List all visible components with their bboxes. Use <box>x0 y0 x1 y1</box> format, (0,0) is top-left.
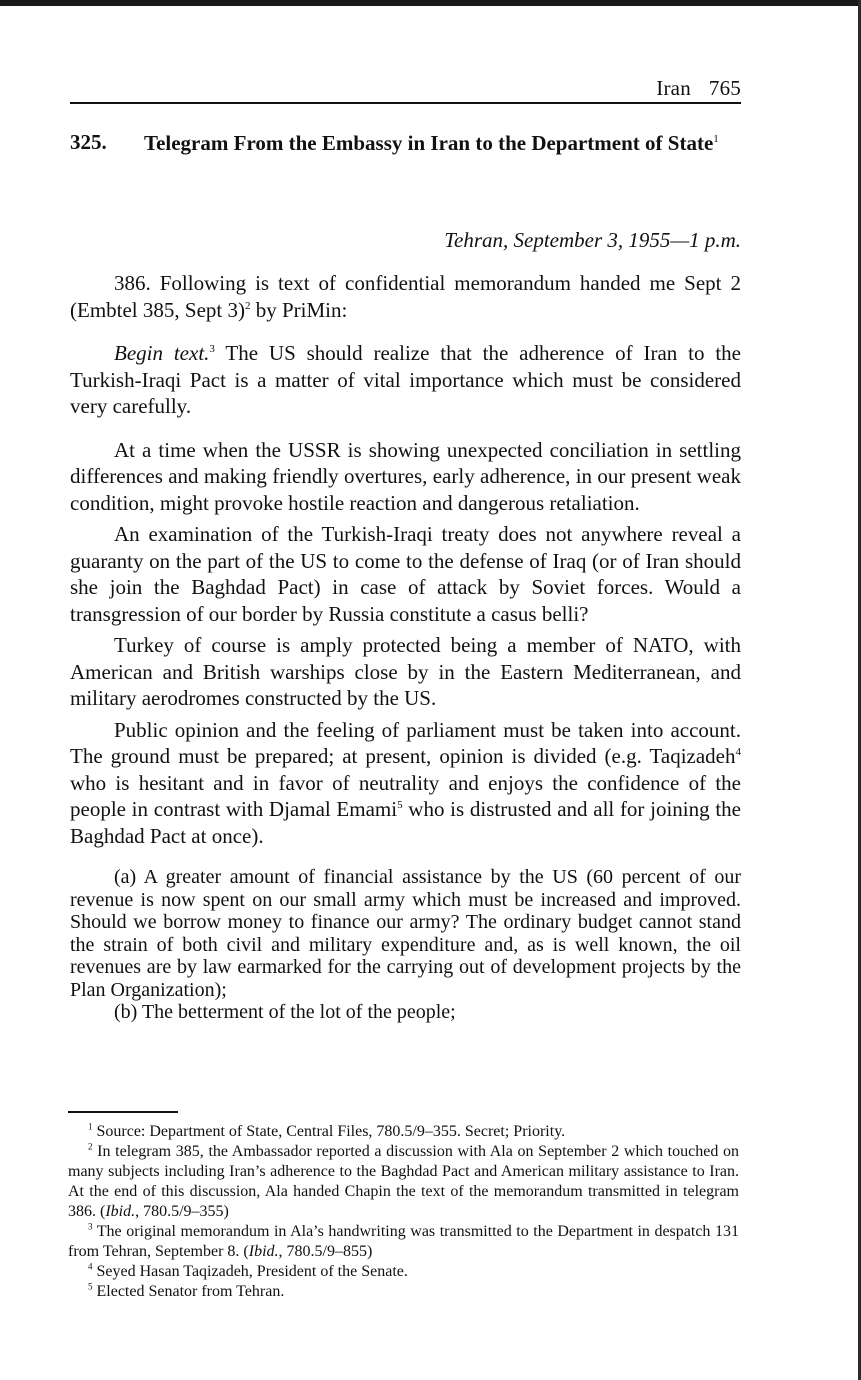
footnote-ref-3: 3 <box>209 343 215 355</box>
footnote-3 <box>68 1222 739 1262</box>
footnote-5 <box>68 1282 739 1302</box>
begin-text-marker: Begin text. <box>114 341 210 365</box>
footnote-3-number: 3 <box>88 1221 93 1232</box>
paragraph-2-text: The US should realize that the adherence of Iran to the Turkish-Iraqi Pact is a matter of vital importance which must be considered very carefully. <box>70 341 741 418</box>
paragraph-3: At a time when the USSR is showing unexpected conciliation in settling differences and making friendly overtures, early adherence, in our present weak condition, might provoke hostile reaction and dangerous retaliation. <box>70 437 741 515</box>
footnote-1 <box>68 1122 739 1142</box>
paragraph-6-text-c: who is distrusted and all for joining the Baghdad Pact at once). <box>70 797 741 848</box>
footnote-4-number: 4 <box>88 1261 93 1272</box>
paragraph-1-text-a: 386. Following is text of confidential memorandum handed me Sept 2 (Embtel 385, Sept 3) <box>70 271 741 322</box>
paragraph-8: (b) The betterment of the lot of the people; <box>114 1001 456 1023</box>
footnotes <box>68 1122 739 1302</box>
paragraph-1-text-b: by PriMin: <box>250 297 348 322</box>
running-header <box>70 76 741 104</box>
footnote-4 <box>68 1262 739 1282</box>
page-number: 765 <box>708 76 741 100</box>
footnote-2-number: 2 <box>88 1141 93 1152</box>
footnote-ref-5: 5 <box>397 799 403 811</box>
footnote-3-text-b: , 780.5/9–855) <box>278 1243 373 1260</box>
paragraph-6-text-a: Public opinion and the feeling of parliament must be taken into account. The ground must be prepared; at present, opinion is divided (e.g. Taqizadeh <box>70 717 741 768</box>
footnote-3-text-a: The original memorandum in Ala’s handwriting was transmitted to the Department in despatch 131 from Tehran, September 8. ( <box>68 1223 739 1260</box>
page-top-edge <box>0 0 861 6</box>
document-title <box>144 130 734 157</box>
running-title: Iran <box>656 76 691 100</box>
footnote-5-number: 5 <box>88 1281 93 1292</box>
footnote-4-text: Seyed Hasan Taqizadeh, President of the Senate. <box>92 1263 408 1280</box>
footnote-2-text-b: , 780.5/9–355) <box>135 1203 229 1220</box>
paragraph-6-text-b: who is hesitant and in favor of neutrality and enjoys the confidence of the people in contrast with Djamal Emami <box>70 770 741 821</box>
paragraph-5: Turkey of course is amply protected being a member of NATO, with American and British warships close by in the Eastern Mediterranean, and military aerodromes constructed by the US. <box>70 633 741 710</box>
paragraph-6 <box>70 717 741 850</box>
paragraph-7: (a) A greater amount of financial assistance by the US (60 percent of our revenue is now spent on our small army which must be increased and improved. Should we borrow money to finance our army? The ordinary budget cannot stand the strain of both civil and military expenditure and, as is well known, the oil revenues are by law earmarked for the carrying out of development projects by the Plan Organization); <box>70 866 741 1001</box>
header-rule <box>70 102 741 104</box>
footnote-2 <box>68 1142 739 1222</box>
footnote-5-text: Elected Senator from Tehran. <box>92 1283 285 1300</box>
footnote-ref-2: 2 <box>244 299 251 312</box>
dateline: Tehran, September 3, 1955—1 p.m. <box>444 228 741 252</box>
footnote-3-ibid: Ibid. <box>248 1243 279 1260</box>
paragraph-1 <box>70 270 741 323</box>
footnote-1-text: Source: Department of State, Central Files, 780.5/9–355. Secret; Priority. <box>92 1123 566 1140</box>
footnote-1-number: 1 <box>88 1121 93 1132</box>
footnote-2-text-a: In telegram 385, the Ambassador reported a discussion with Ala on September 2 which touched on many subjects including Iran’s adherence to the Baghdad Pact and American military assistance to Iran. At the end of this discussion, Ala handed Chapin the text of the memorandum transmitted in telegram 386. ( <box>68 1143 739 1220</box>
running-header-text <box>656 76 741 101</box>
footnote-ref-1: 1 <box>713 133 719 145</box>
footnote-2-ibid: Ibid. <box>105 1203 136 1220</box>
document-body <box>70 270 741 1024</box>
document-number: 325. <box>70 130 107 154</box>
footnote-rule <box>68 1111 178 1113</box>
document-title-text: Telegram From the Embassy in Iran to the Department of State <box>144 131 714 155</box>
paragraph-4: An examination of the Turkish-Iraqi treaty does not anywhere reveal a guaranty on the part of the US to come to the defense of Iraq (or of Iran should she join the Baghdad Pact) in case of attack by Soviet forces. Would a transgression of our border by Russia constitute a casus belli? <box>70 522 741 626</box>
paragraph-2 <box>70 340 741 420</box>
footnote-ref-4: 4 <box>735 746 741 758</box>
